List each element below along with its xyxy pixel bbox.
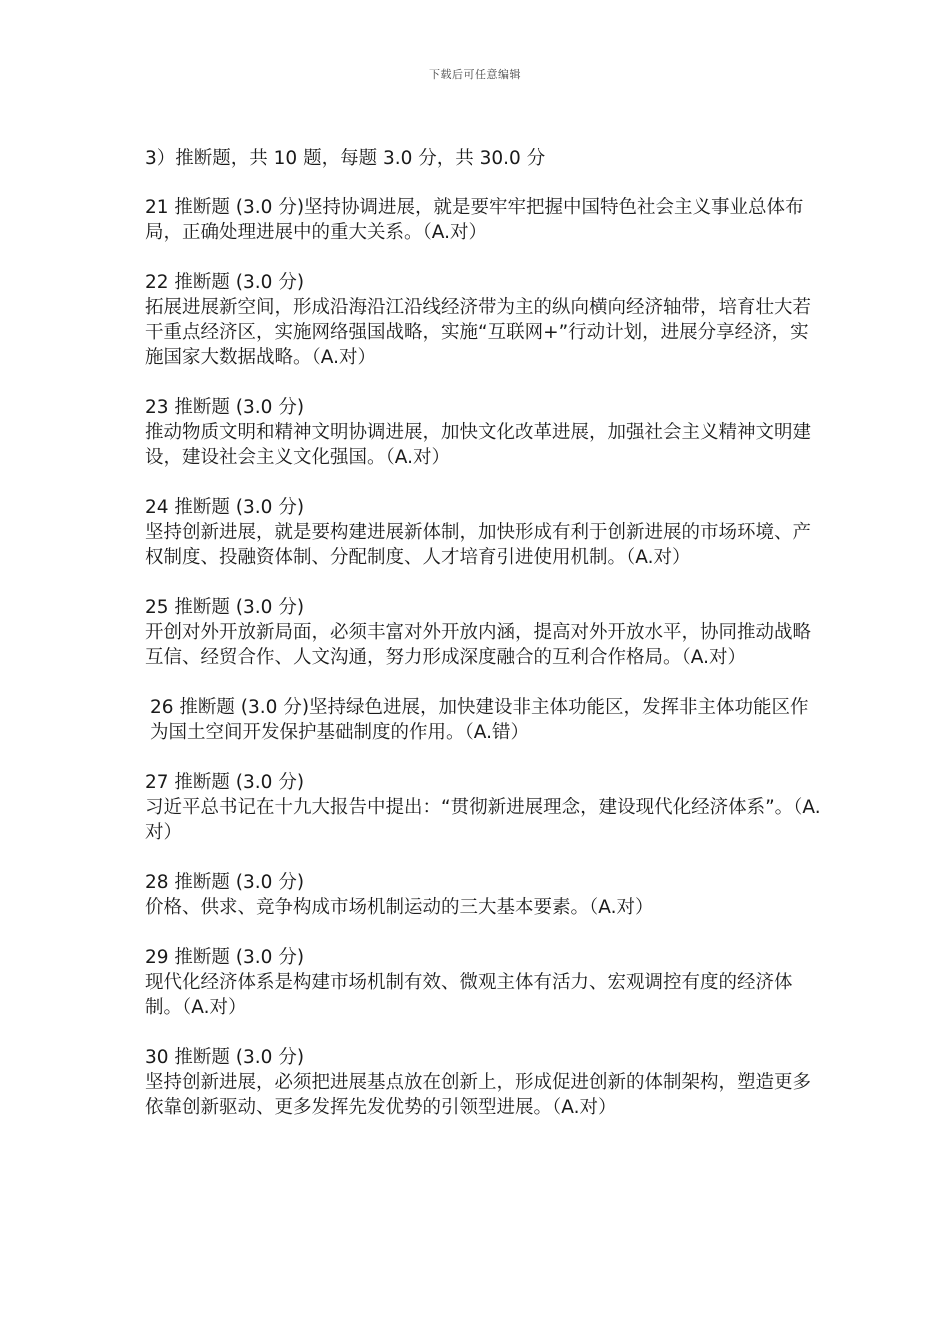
question-head: 22 推断题 (3.0 分) — [145, 272, 305, 293]
question-27 — [145, 770, 825, 845]
question-head: 27 推断题 (3.0 分) — [145, 772, 305, 793]
question-29 — [145, 945, 825, 1020]
question-text: 坚持创新进展，必须把进展基点放在创新上，形成促进创新的体制架构，塑造更多依靠创新驱动、更多发挥先发优势的引领型进展。（A.对） — [145, 1072, 812, 1118]
question-head: 24 推断题 (3.0 分) — [145, 497, 305, 518]
question-head: 25 推断题 (3.0 分) — [145, 597, 305, 618]
question-text: 现代化经济体系是构建市场机制有效、微观主体有活力、宏观调控有度的经济体制。（A.对） — [145, 972, 793, 1018]
question-30 — [145, 1045, 825, 1120]
question-text: 拓展进展新空间，形成沿海沿江沿线经济带为主的纵向横向经济轴带，培育壮大若干重点经济区，实施网络强国战略，实施“互联网+”行动计划，进展分享经济，实施国家大数据战略。（A.对） — [145, 297, 812, 368]
question-head: 23 推断题 (3.0 分) — [145, 397, 305, 418]
question-text: 坚持协调进展，就是要牢牢把握中国特色社会主义事业总体布局，正确处理进展中的重大关系。（A.对） — [145, 197, 804, 243]
section-title: 3）推断题，共 10 题，每题 3.0 分，共 30.0 分 — [145, 148, 546, 169]
question-head: 21 推断题 (3.0 分) — [145, 197, 305, 218]
question-23 — [145, 395, 825, 470]
document-body — [145, 146, 825, 1145]
question-text: 推动物质文明和精神文明协调进展，加快文化改革进展，加强社会主义精神文明建设，建设社会主义文化强国。（A.对） — [145, 422, 812, 468]
page-header-note: 下载后可任意编辑 — [429, 68, 521, 81]
question-text: 习近平总书记在十九大报告中提出：“贯彻新进展理念，建设现代化经济体系”。（A.对） — [145, 797, 821, 843]
question-21 — [145, 195, 825, 245]
question-25 — [145, 595, 825, 670]
question-text: 坚持创新进展，就是要构建进展新体制，加快形成有利于创新进展的市场环境、产权制度、投融资体制、分配制度、人才培育引进使用机制。（A.对） — [145, 522, 812, 568]
question-head: 28 推断题 (3.0 分) — [145, 872, 305, 893]
question-26 — [145, 695, 825, 745]
question-24 — [145, 495, 825, 570]
question-text: 坚持绿色进展，加快建设非主体功能区，发挥非主体功能区作为国土空间开发保护基础制度的作用。（A.错） — [150, 697, 809, 743]
question-text: 价格、供求、竞争构成市场机制运动的三大基本要素。（A.对） — [145, 897, 654, 918]
question-text: 开创对外开放新局面，必须丰富对外开放内涵，提高对外开放水平，协同推动战略互信、经贸合作、人文沟通，努力形成深度融合的互利合作格局。（A.对） — [145, 622, 812, 668]
question-head: 29 推断题 (3.0 分) — [145, 947, 305, 968]
question-28 — [145, 870, 825, 920]
question-head: 26 推断题 (3.0 分) — [150, 697, 310, 718]
question-head: 30 推断题 (3.0 分) — [145, 1047, 305, 1068]
question-22 — [145, 270, 825, 370]
